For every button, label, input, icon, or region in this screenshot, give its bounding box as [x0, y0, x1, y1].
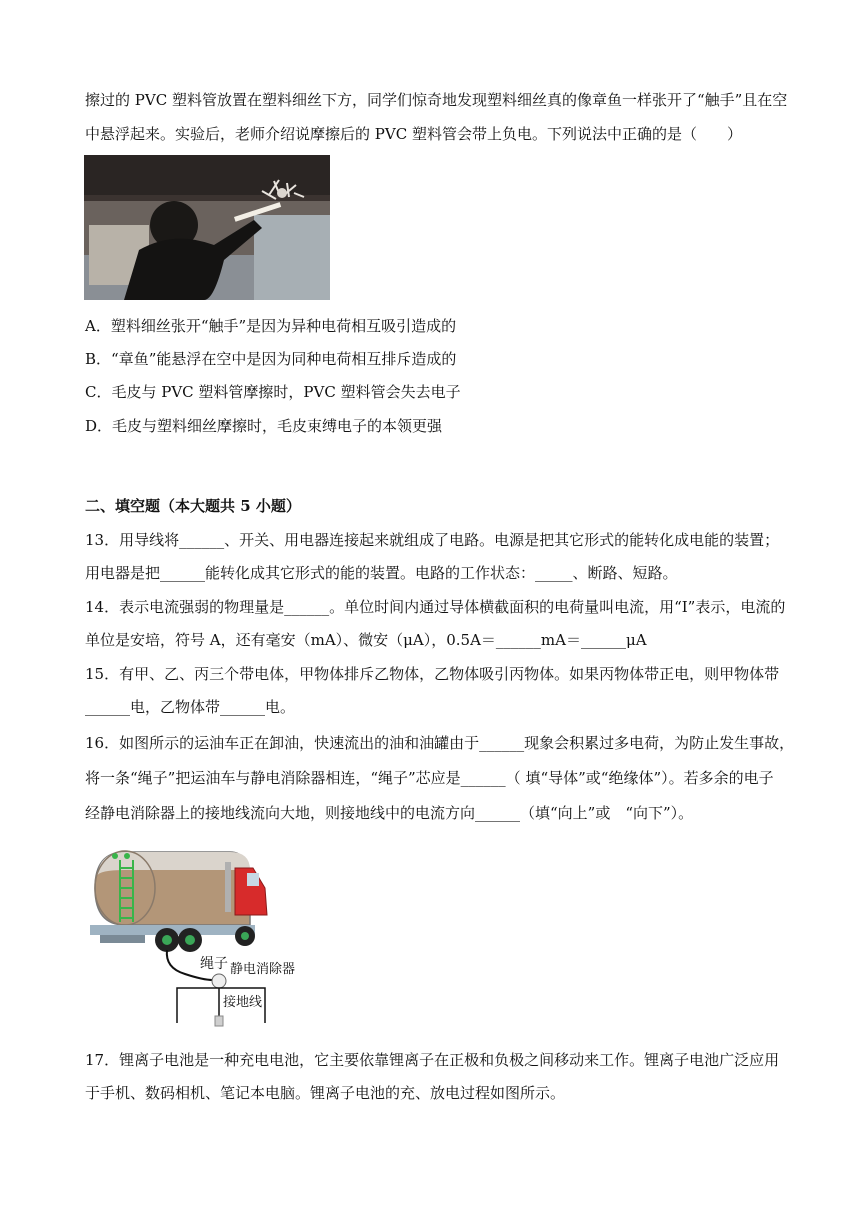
q13-line-2: 用电器是把______能转化成其它形式的能的装置。电路的工作状态：_____、断路、短路。 — [85, 564, 678, 582]
ground-wire-label: 接地线 — [223, 995, 263, 1010]
eliminator-label: 静电消除器 — [230, 962, 296, 977]
q12-text-line-1: 擦过的 PVC 塑料管放置在塑料细丝下方，同学们惊奇地发现塑料细丝真的像章鱼一样张开了“触手”且在空 — [85, 91, 788, 109]
experiment-photo — [84, 155, 330, 300]
rope-label: 绳子 — [200, 956, 228, 972]
q12-option-d: D．毛皮与塑料细丝摩擦时，毛皮束缚电子的本领更强 — [85, 417, 443, 435]
q17-line-1: 17．锂离子电池是一种充电电池，它主要依靠锂离子在正极和负极之间移动来工作。锂离子电池广泛应用 — [85, 1051, 780, 1069]
q17-line-2: 于手机、数码相机、笔记本电脑。锂离子电池的充、放电过程如图所示。 — [85, 1084, 566, 1102]
q13-line-1: 13．用导线将______、开关、用电器连接起来就组成了电路。电源是把其它形式的能转化成电能的装置； — [85, 531, 780, 549]
q14-line-1: 14．表示电流强弱的物理量是______。单位时间内通过导体横截面积的电荷量叫电流，用“I”表示，电流的 — [85, 598, 786, 616]
q12-option-c: C．毛皮与 PVC 塑料管摩擦时，PVC 塑料管会失去电子 — [85, 383, 461, 401]
q16-line-3: 经静电消除器上的接地线流向大地，则接地线中的电流方向______（填“向上”或 “向下”）。 — [85, 804, 694, 822]
q12-option-b: B．“章鱼”能悬浮在空中是因为同种电荷相互排斥造成的 — [85, 350, 457, 368]
q16-line-1: 16．如图所示的运油车正在卸油，快速流出的油和油罐由于______现象会积累过多电荷，为防止发生事故， — [85, 734, 795, 752]
oil-truck-figure — [85, 840, 296, 1028]
section-title: 二、填空题（本大题共 5 小题） — [85, 497, 301, 515]
q14-line-2: 单位是安培，符号 A，还有毫安（mA）、微安（μA），0.5A＝______mA＝______μA — [85, 631, 647, 649]
q12-option-a: A．塑料细丝张开“触手”是因为异种电荷相互吸引造成的 — [85, 317, 457, 335]
q16-line-2: 将一条“绳子”把运油车与静电消除器相连，“绳子”芯应是______（ 填“导体”或“绝缘体”）。若多余的电子 — [85, 769, 774, 787]
q15-line-2: ______电，乙物体带______电。 — [85, 698, 296, 716]
q15-line-1: 15．有甲、乙、丙三个带电体，甲物体排斥乙物体，乙物体吸引丙物体。如果丙物体带正电，则甲物体带 — [85, 665, 780, 683]
q12-text-line-2: 中悬浮起来。实验后，老师介绍说摩擦后的 PVC 塑料管会带上负电。下列说法中正确的是（ ） — [85, 125, 742, 143]
